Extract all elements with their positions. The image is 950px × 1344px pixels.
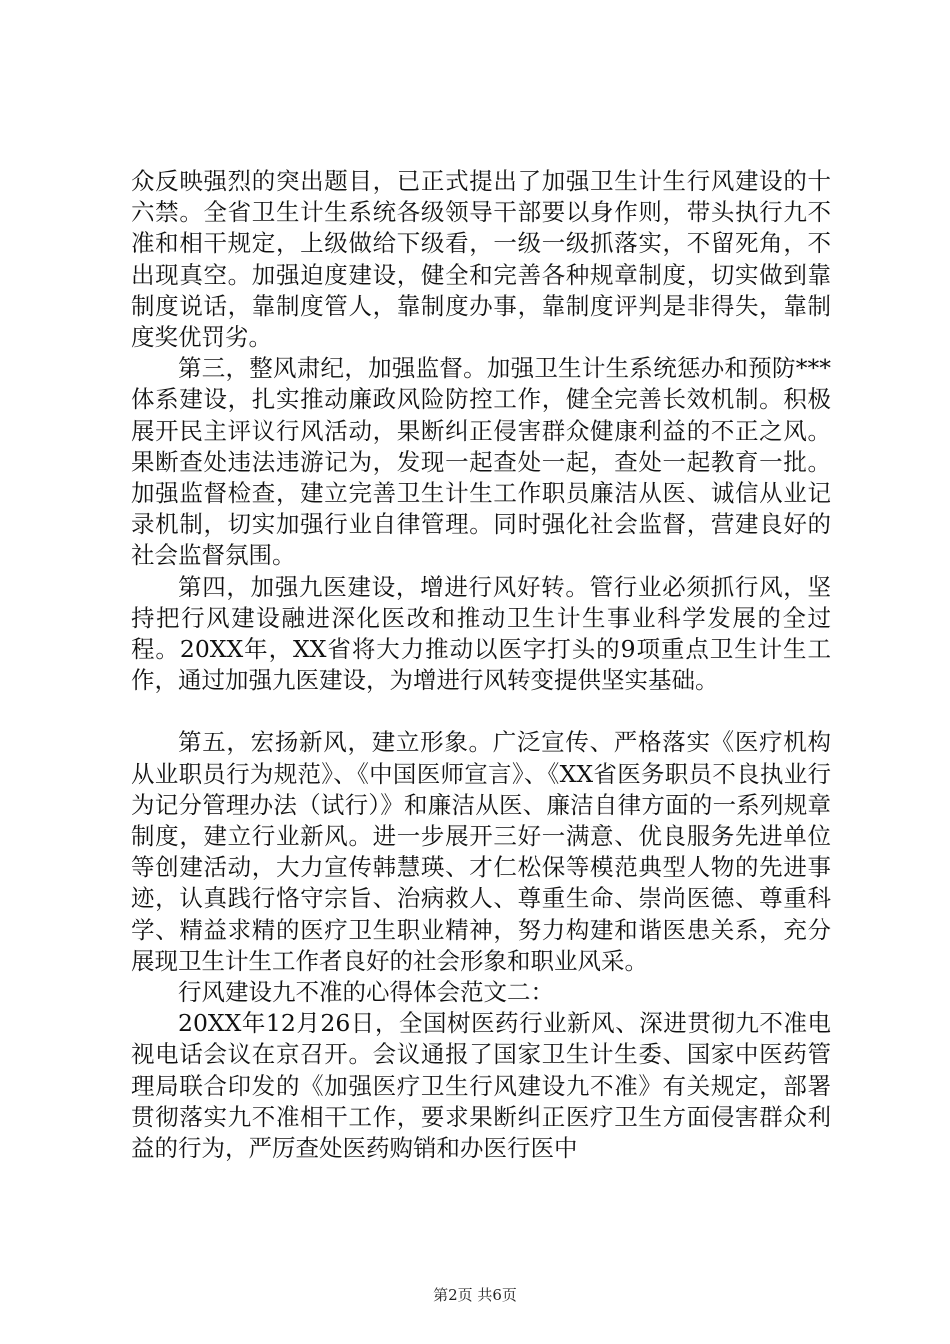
paragraph-fifth-point: 第五，宏扬新风，建立形象。广泛宣传、严格落实《医疗机构从业职员行为规范》、《中国医师宣言》、《XX省医务职员不良执业行为记分管理办法（试行）》和廉洁从医、廉洁自律方面的一系列规章制度，建立行业新风。进一步展开三好一满意、优良服务先进单位等创建活动，大力宣传韩慧瑛、才仁松保等模范典型人物的先进事迹，认真践行恪守宗旨、治病救人、尊重生命、崇尚医德、尊重科学、精益求精的医疗卫生职业精神，努力构建和谐医患关系，充分展现卫生计生工作者良好的社会形象和职业风采。 <box>131 728 831 975</box>
paragraph-fourth-point: 第四，加强九医建设，增进行风好转。管行业必须抓行风，坚持把行风建设融进深化医改和推动卫生计生事业科学发展的全过程。20XX年，XX省将大力推动以医字打头的9项重点卫生计生工作，通过加强九医建设，为增进行风转变提供坚实基础。 <box>131 572 831 695</box>
paragraph-third-point: 第三，整风肃纪，加强监督。加强卫生计生系统惩办和预防***体系建设，扎实推动廉政风险防控工作，健全完善长效机制。积极展开民主评议行风活动，果断纠正侵害群众健康利益的不正之风。果断查处违法违游记为，发现一起查处一起，查处一起教育一批。加强监督检查，建立完善卫生计生工作职员廉洁从医、诚信从业记录机制，切实加强行业自律管理。同时强化社会监督，营建良好的社会监督氛围。 <box>131 354 831 570</box>
paragraph-sample-two-intro: 20XX年12月26日，全国树医药行业新风、深进贯彻九不准电视电话会议在京召开。会议通报了国家卫生计生委、国家中医药管理局联合印发的《加强医疗卫生行风建设九不准》有关规定，部署贯彻落实九不准相干工作，要求果断纠正医疗卫生方面侵害群众利益的行为，严厉查处医药购销和办医行医中 <box>131 1009 831 1163</box>
page-number-footer: 第2页 共6页 <box>433 1286 517 1304</box>
paragraph-continuation: 众反映强烈的突出题目，已正式提出了加强卫生计生行风建设的十六禁。全省卫生计生系统各级领导干部要以身作则，带头执行九不准和相干规定，上级做给下级看，一级一级抓落实，不留死角，不出现真空。加强迫度建设，健全和完善各种规章制度，切实做到靠制度说话，靠制度管人，靠制度办事，靠制度评判是非得失，靠制度奖优罚劣。 <box>131 167 831 352</box>
section-heading-sample-two: 行风建设九不准的心得体会范文二： <box>178 978 554 1007</box>
document-body <box>131 166 831 1164</box>
